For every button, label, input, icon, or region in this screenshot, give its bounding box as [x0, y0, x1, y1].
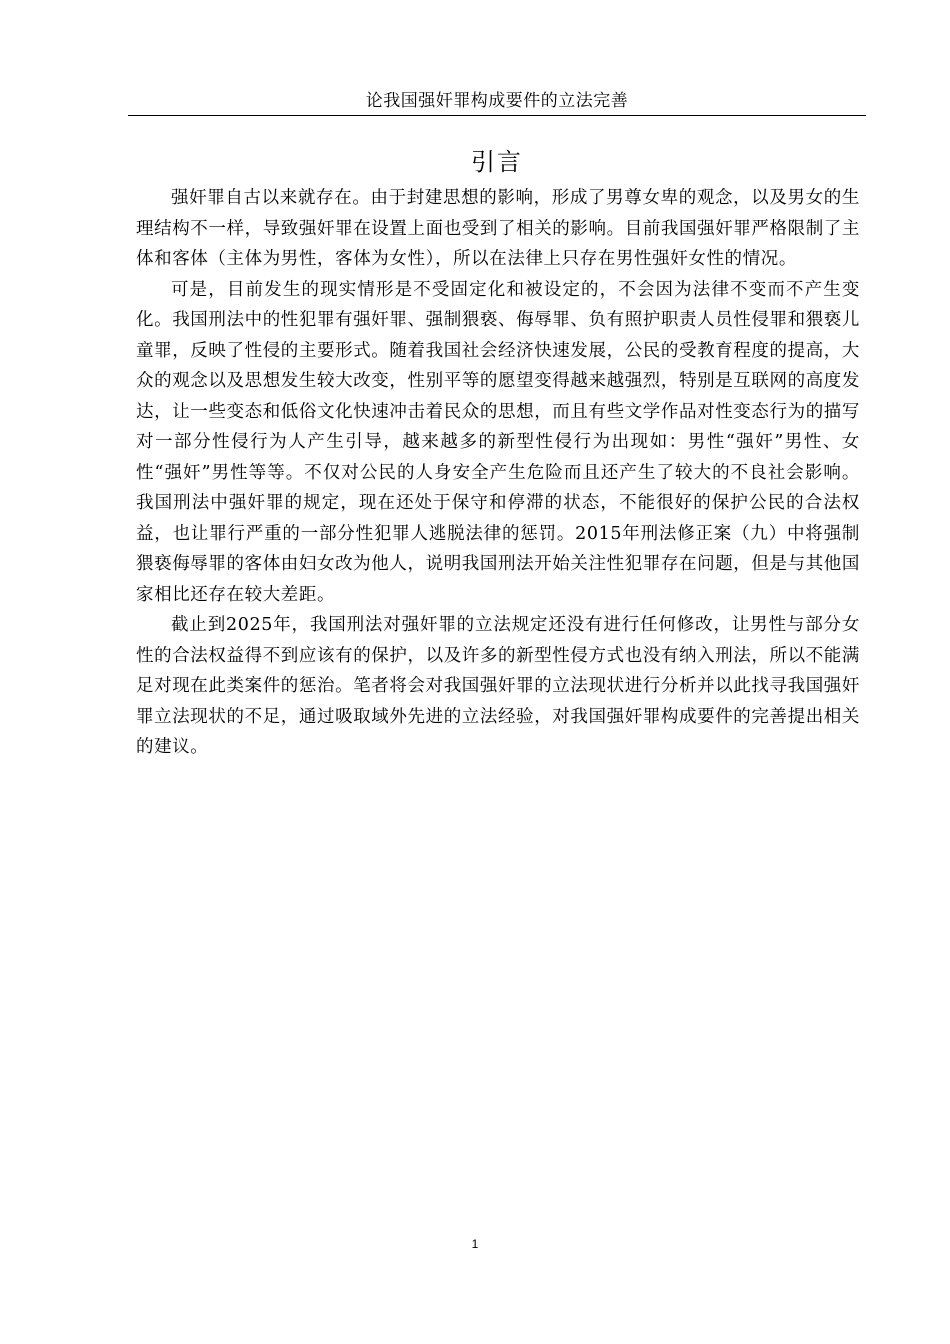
section-heading: 引言	[471, 148, 523, 176]
paragraph-2: 可是，目前发生的现实情形是不受固定化和被设定的，不会因为法律不变而不产生变化。我国刑法中的性犯罪有强奸罪、强制猥亵、侮辱罪、负有照护职责人员性侵罪和猥亵儿童罪，反映了性侵的主要形式。随着我国社会经济快速发展，公民的受教育程度的提高，大众的观念以及思想发生较大改变，性别平等的愿望变得越来越强烈，特别是互联网的高度发达，让一些变态和低俗文化快速冲击着民众的思想，而且有些文学作品对性变态行为的描写对一部分性侵行为人产生引导，越来越多的新型性侵行为出现如：男性“强奸”男性、女性“强奸”男性等等。不仅对公民的人身安全产生危险而且还产生了较大的不良社会影响。我国刑法中强奸罪的规定，现在还处于保守和停滞的状态，不能很好的保护公民的合法权益，也让罪行严重的一部分性犯罪人逃脱法律的惩罚。2015年刑法修正案（九）中将强制猥亵侮辱罪的客体由妇女改为他人，说明我国刑法开始关注性犯罪存在问题，但是与其他国家相比还存在较大差距。	[136, 279, 860, 605]
running-header	[128, 88, 866, 116]
body-text	[136, 183, 860, 763]
paragraph-3: 截止到2025年，我国刑法对强奸罪的立法规定还没有进行任何修改，让男性与部分女性的合法权益得不到应该有的保护，以及许多的新型性侵方式也没有纳入刑法，所以不能满足对现在此类案件的惩治。笔者将会对我国强奸罪的立法现状进行分析并以此找寻我国强奸罪立法现状的不足，通过吸取域外先进的立法经验，对我国强奸罪构成要件的完善提出相关的建议。	[136, 615, 860, 757]
document-title: 论我国强奸罪构成要件的立法完善	[365, 91, 629, 111]
page-number: 1	[471, 1237, 479, 1251]
paragraph-1: 强奸罪自古以来就存在。由于封建思想的影响，形成了男尊女卑的观念，以及男女的生理结构不一样，导致强奸罪在设置上面也受到了相关的影响。目前我国强奸罪严格限制了主体和客体（主体为男性，客体为女性），所以在法律上只存在男性强奸女性的情况。	[136, 188, 860, 269]
